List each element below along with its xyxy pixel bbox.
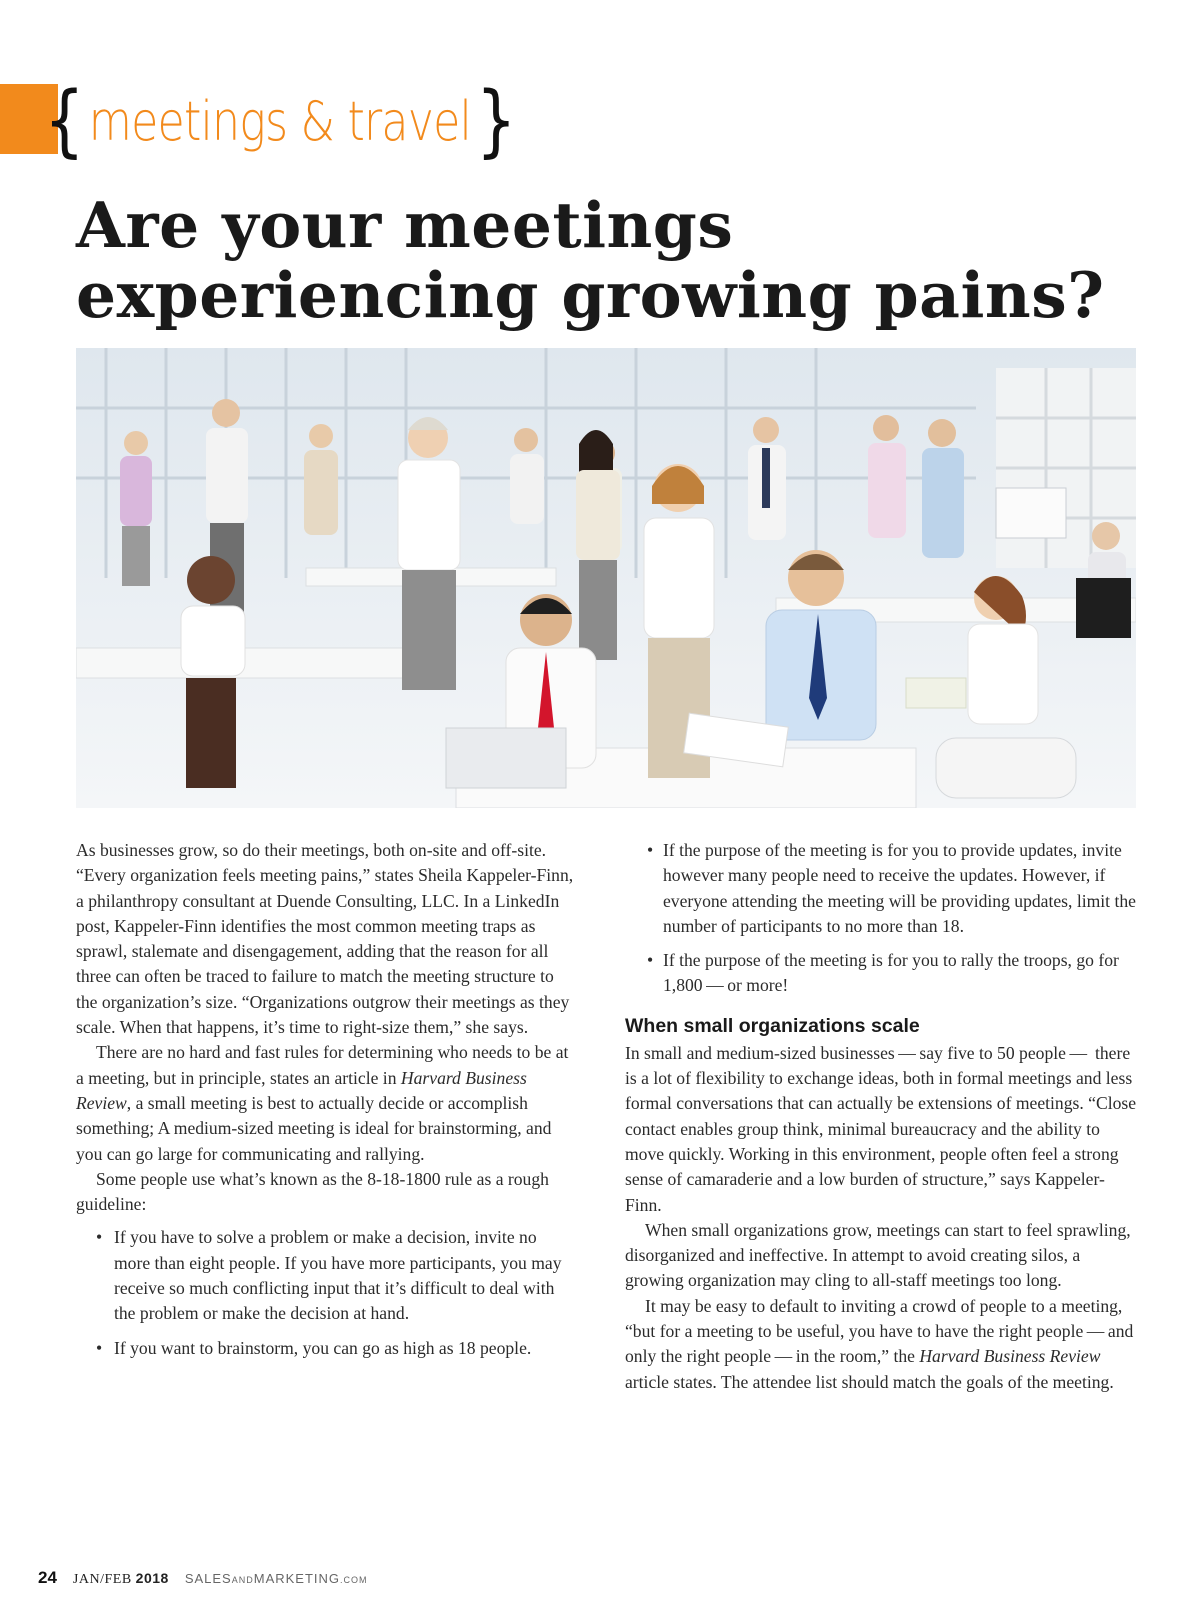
section-tag [44,76,516,166]
publication-title: Harvard Business Review [919,1346,1101,1367]
body-paragraph [76,1040,574,1166]
text-run: , a small meeting is best to actually decide or accomplish something; A medium-sized meeting is ideal for brainstorming, and you can go large for communicating and rallying. [76,1092,552,1164]
section-label: meetings & travel [88,89,471,153]
hero-photo-office-meeting [76,348,1136,808]
list-item-text: If you want to brainstorm, you can go as high as 18 people. [114,1337,532,1358]
list-item [76,1225,574,1326]
body-paragraph: Some people use what’s known as the 8-18-1800 rule as a rough guideline: [76,1168,549,1215]
publication-title: Harvard Business Review [76,1067,527,1113]
article-headline: Are your meetings experiencing growing pains? [76,188,1105,332]
office-scene-illustration [76,348,1136,808]
site-url-part: .COM [340,1575,368,1585]
page-footer [38,1568,368,1588]
bullet-list [625,838,1140,999]
page-number: 24 [38,1568,57,1587]
bullet-icon: • [647,950,654,971]
bullet-icon: • [647,840,654,860]
list-item-text: If the purpose of the meeting is for you to provide updates, invite however many people need to receive the updates. However, if everyone attending the meeting will be providing updates, limit the number of participants to no more than 18. [663,840,1136,936]
bullet-icon: • [96,1227,103,1248]
list-item-text: If you have to solve a problem or make a decision, invite no more than eight people. If you have more participants, you may receive so much conflicting input that it’s difficult to deal with the problem or make the decision at hand. [114,1227,562,1324]
body-paragraph: In small and medium-sized businesses — say five to 50 people — there is a lot of flexibility to exchange ideas, both in formal meetings and less formal conversations that can actually be extensions of meetings. “Close contact enables group think, minimal bureaucracy and the ability to move quickly. Working in this environment, people often feel a strong sense of camaraderie and a low burden of structure,” says Kappeler-Finn. [625,1042,1137,1215]
issue-date [73,1570,169,1588]
list-item-text: If the purpose of the meeting is for you to rally the troops, go for 1,800 — or more! [663,950,1119,996]
text-run: It may be easy to default to inviting a crowd of people to a meeting, “but for a meeting to be useful, you have to have the right people — and only the right people — in the room,” the [625,1295,1134,1367]
site-url-part: AND [231,1575,254,1585]
site-url [185,1571,368,1586]
issue-month: JAN/FEB [72,1572,132,1587]
section-subhead: When small organizations scale [625,1014,920,1037]
body-paragraph [625,1294,1140,1395]
bullet-list [76,1225,574,1360]
site-url-part: MARKETING [253,1571,341,1586]
issue-year: 2018 [135,1570,169,1586]
list-item [625,838,1140,939]
body-paragraph: As businesses grow, so do their meetings, both on-site and off-site. “Every organization feels meeting pains,” states Sheila Kappeler-Finn, a philanthropy consultant at Duende Consulting, LLC. In a LinkedIn post, Kappeler-Finn identifies the most common meeting traps as sprawl, stalemate and disengagement, adding that the reason for all three can often be traced to failure to match the meeting structure to the organization’s size. “Organizations outgrow their meetings as they scale. When that happens, it’s time to right-size them,” she says. [76,840,574,1038]
open-brace: { [44,76,84,166]
bullet-icon: • [96,1337,103,1358]
site-url-part: SALES [184,1571,232,1586]
text-run: There are no hard and fast rules for determining who needs to be at a meeting, but in principle, states an article in [76,1042,569,1088]
right-column [625,838,1140,1395]
left-column [76,838,574,1370]
close-brace: } [475,76,516,166]
list-item [76,1336,574,1361]
list-item [625,948,1140,999]
text-run: article states. The attendee list should match the goals of the meeting. [625,1371,1114,1392]
body-paragraph: When small organizations grow, meetings can start to feel sprawling, disorganized and ineffective. In attempt to avoid creating silos, a growing organization may cling to all-staff meetings too long. [625,1219,1131,1291]
